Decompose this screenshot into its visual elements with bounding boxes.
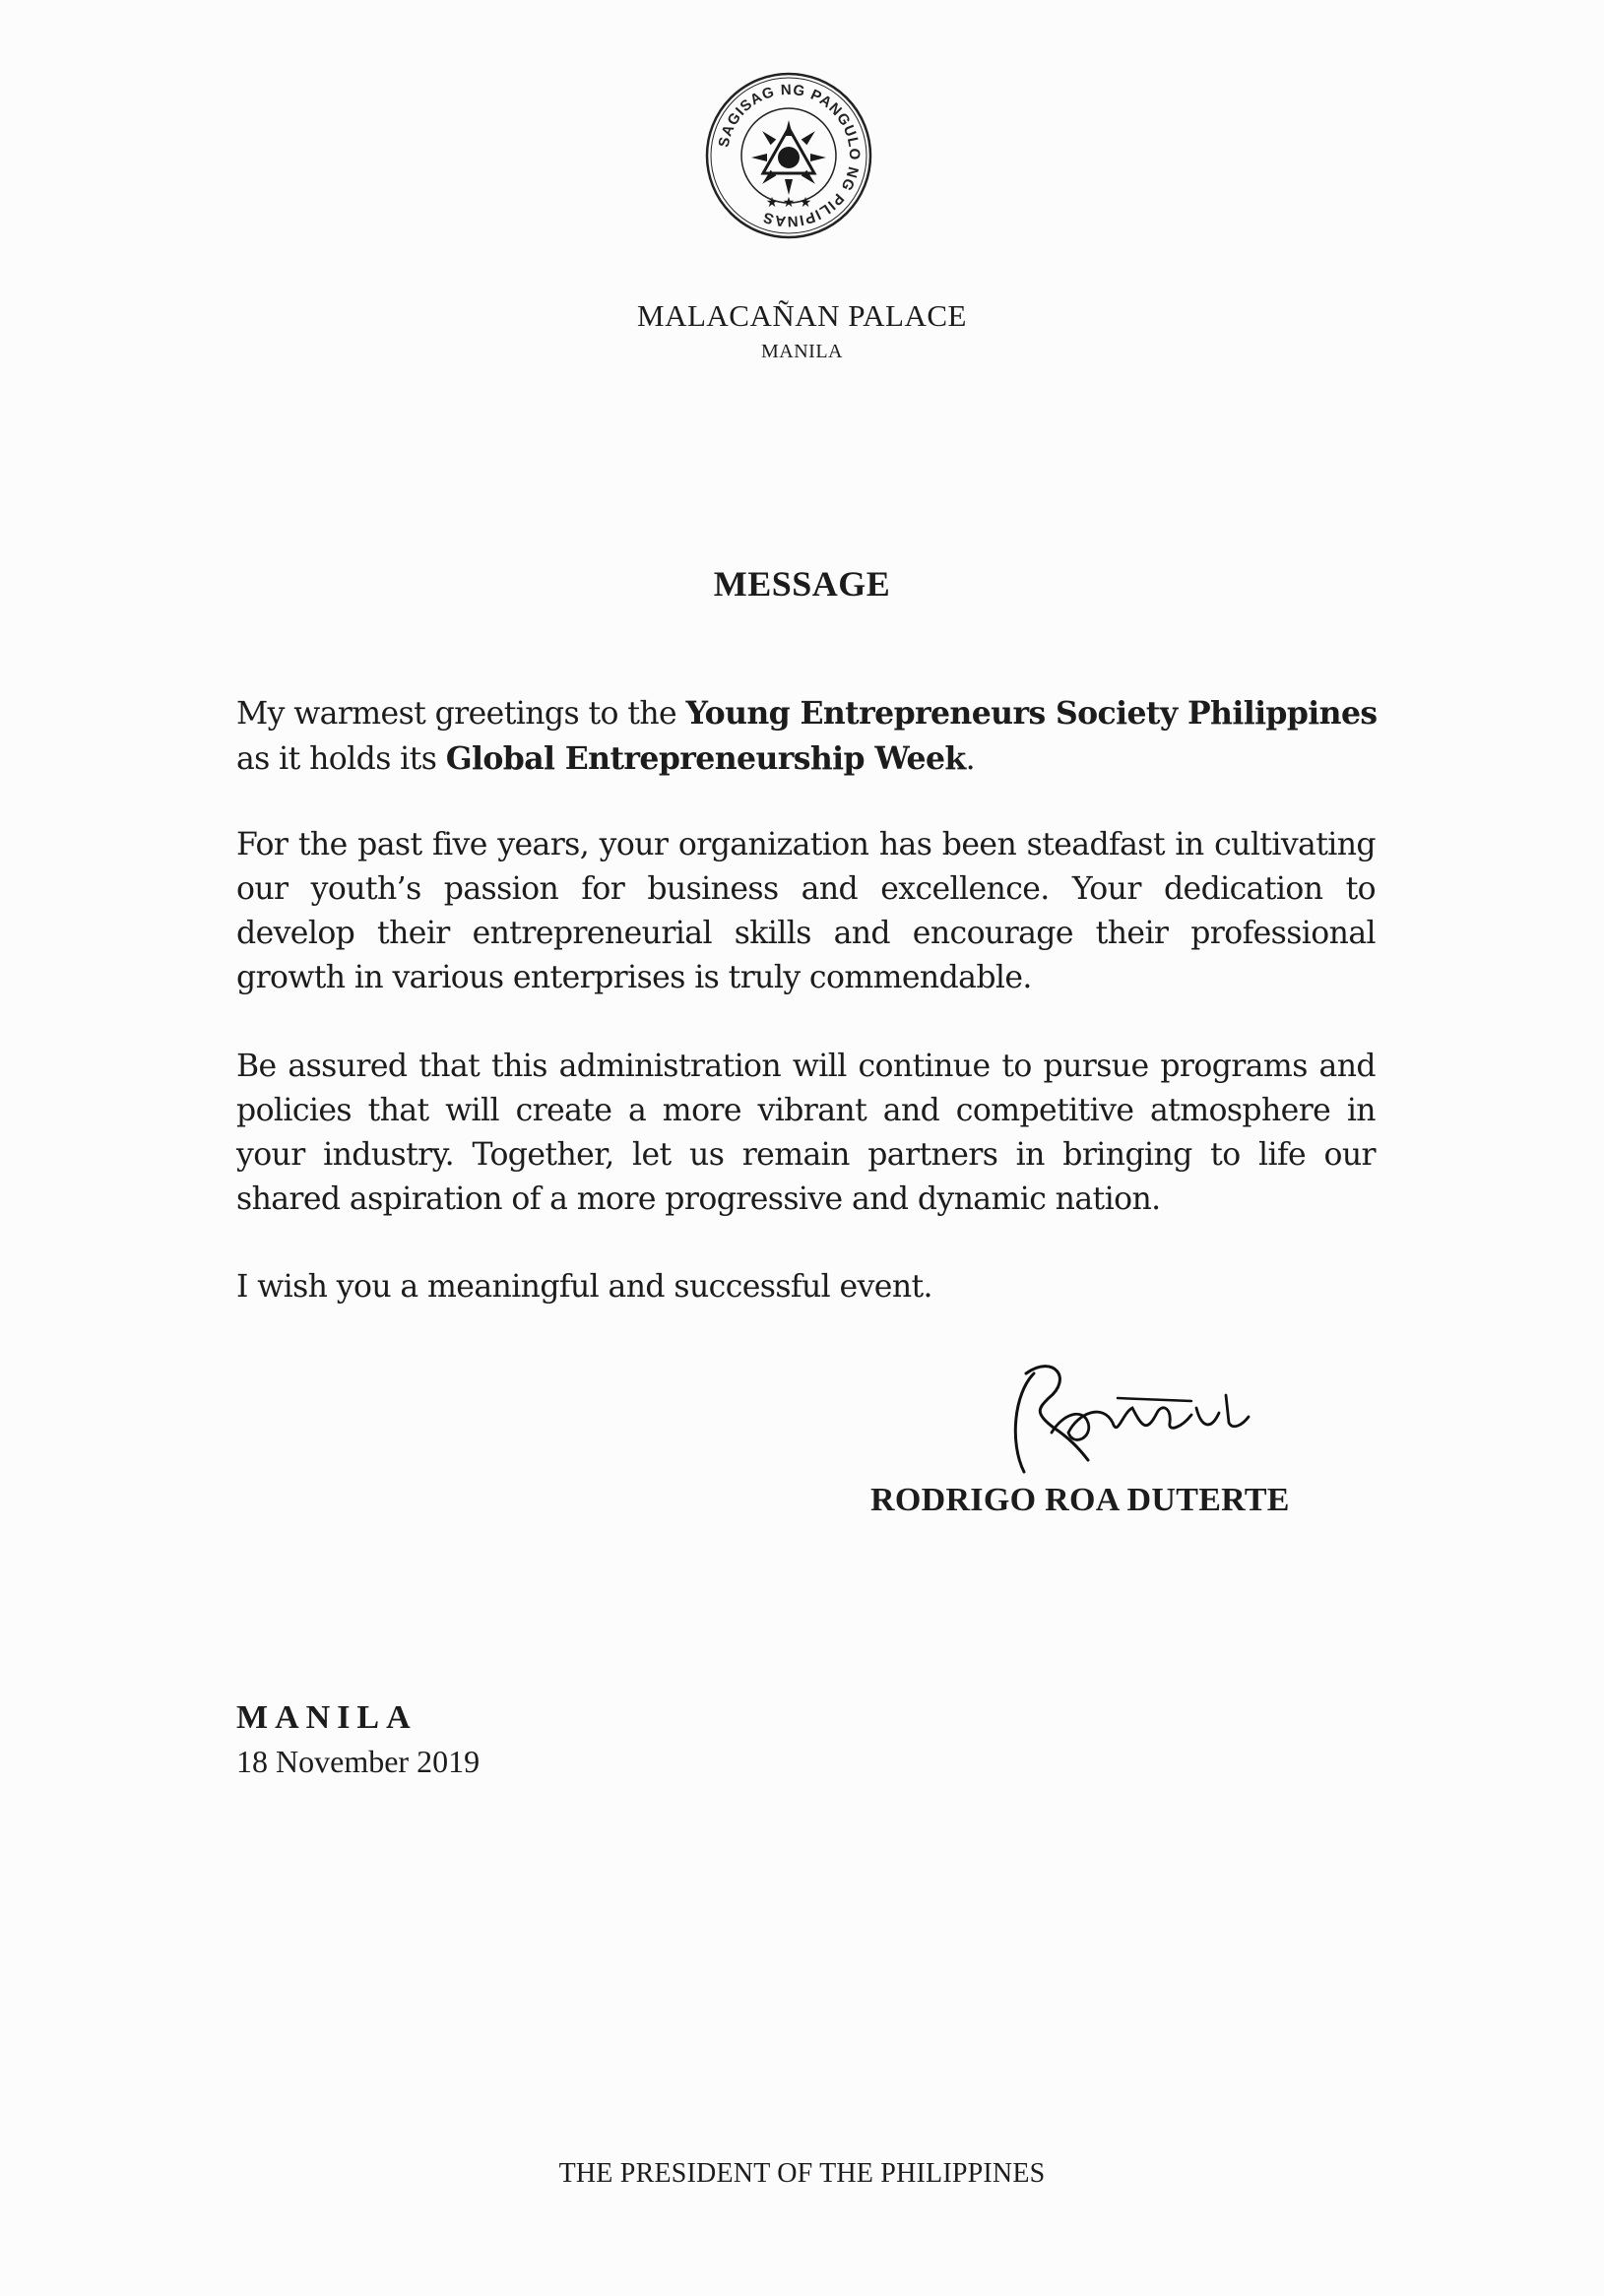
svg-text:SAGISAG NG PANGULO NG PILIPINA: SAGISAG NG PANGULO NG PILIPINAS [715,81,864,230]
greeting-line-1 [236,691,1376,736]
organization-name: Young Entrepreneurs Society Philippines [685,695,1378,732]
paragraph-line: develop their entrepreneurial skills and encourage their professional [236,916,1376,951]
greeting-line-2 [236,736,1376,782]
letterhead-palace: MALACAÑAN PALACE [637,298,967,333]
greeting-period: . [965,741,976,777]
footer-title: THE PRESIDENT OF THE PHILIPPINES [558,2158,1046,2189]
greeting-paragraph [236,691,1376,782]
place: MANILA [236,1699,417,1736]
paragraph-line: shared aspiration of a more progressive and dynamic nation. [236,1181,1161,1217]
svg-text:★ ★ ★: ★ ★ ★ [765,195,812,211]
date: 18 November 2019 [236,1744,481,1779]
signatory-name: RODRIGO ROA DUTERTE [870,1482,1290,1518]
handwritten-signature [994,1354,1260,1501]
presidential-seal-icon [704,71,873,240]
paragraph-line: your industry. Together, let us remain partners in bringing to life our [236,1137,1376,1173]
greeting-text-2: as it holds its [236,741,446,777]
paragraph-line: our youth’s passion for business and excellence. Your dedication to [236,871,1376,907]
message-heading: MESSAGE [713,564,891,604]
administration-paragraph [236,1045,1376,1222]
letterhead-city: MANILA [761,341,843,362]
organization-paragraph [236,823,1376,1000]
closing-paragraph: I wish you a meaningful and successful event. [236,1269,932,1305]
greeting-text: My warmest greetings to the [236,696,686,732]
paragraph-line: policies that will create a more vibrant and competitive atmosphere in [236,1093,1376,1128]
paragraph-line: For the past five years, your organization has been steadfast in cultivating [236,827,1376,862]
event-name: Global Entrepreneurship Week [445,740,966,777]
paragraph-line: Be assured that this administration will continue to pursue programs and [236,1049,1376,1084]
paragraph-line: growth in various enterprises is truly commendable. [236,960,1032,995]
